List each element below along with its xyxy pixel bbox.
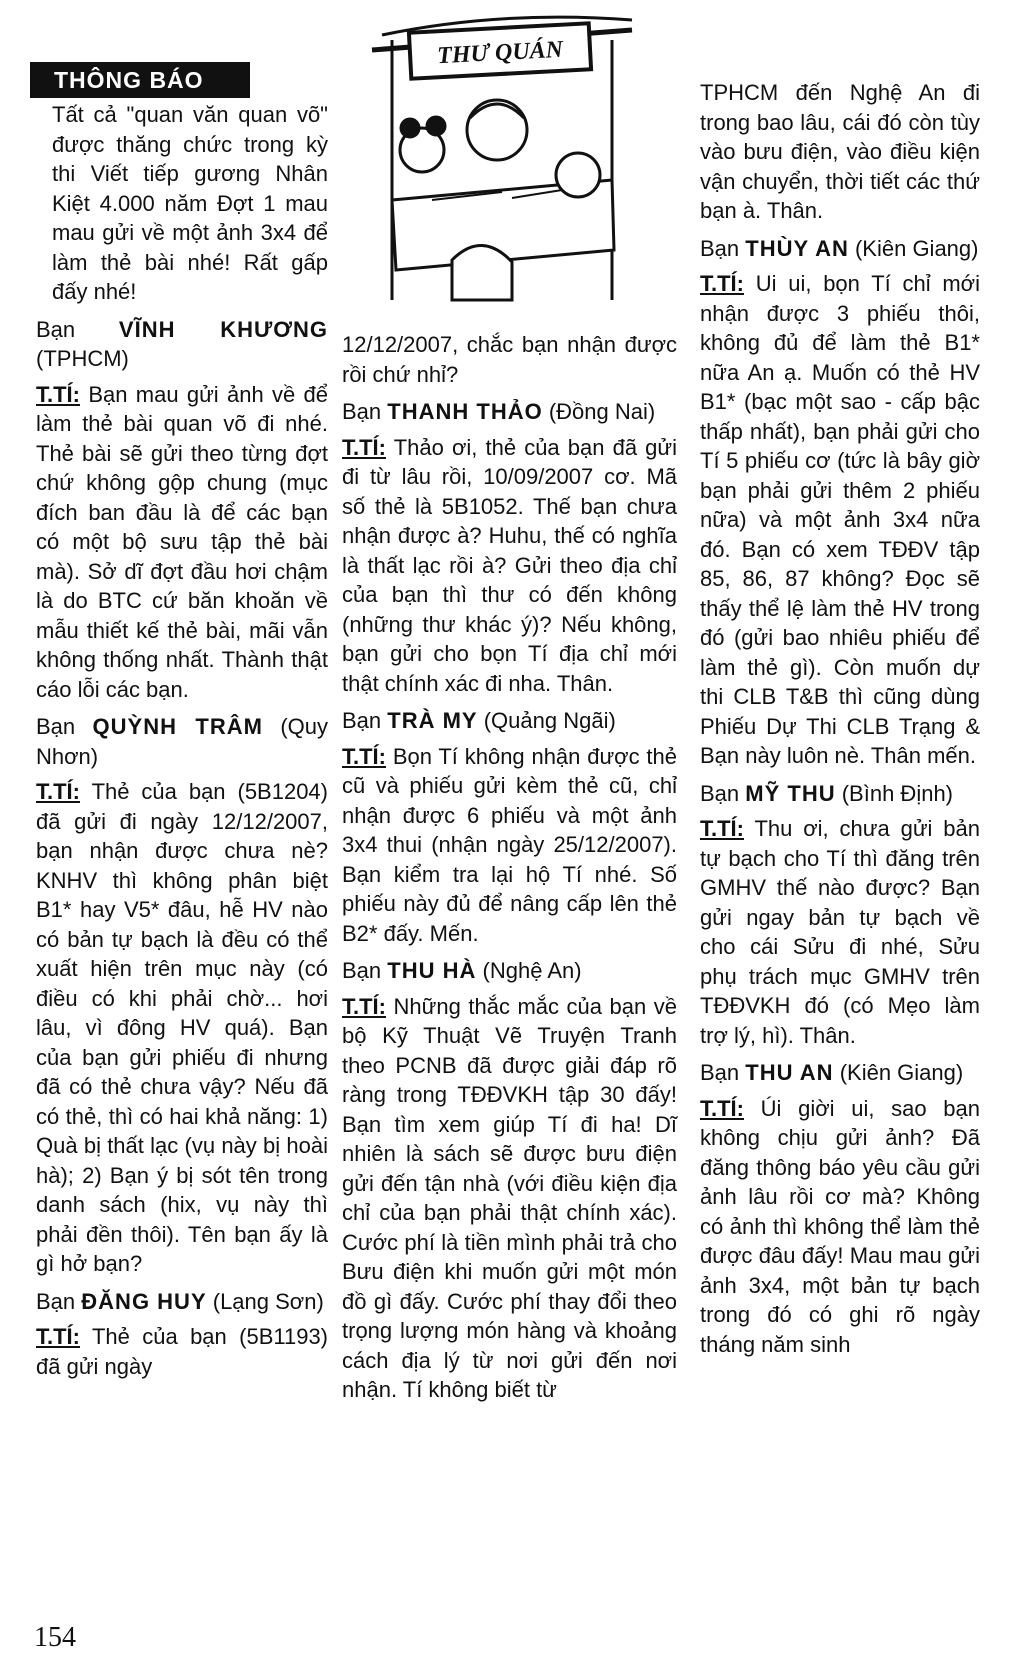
reply-tag: T.TÍ: bbox=[700, 1095, 744, 1121]
reply bbox=[342, 742, 677, 949]
reader-heading bbox=[700, 1058, 980, 1088]
reader-prefix: Bạn bbox=[36, 714, 76, 739]
reply bbox=[36, 1322, 328, 1381]
reader-name: THU HÀ bbox=[387, 958, 477, 983]
reply-tag: T.TÍ: bbox=[342, 743, 386, 769]
reader-prefix: Bạn bbox=[36, 1288, 76, 1314]
reader-name: ĐĂNG HUY bbox=[81, 1288, 207, 1314]
reply bbox=[36, 380, 328, 705]
reader-name: THU AN bbox=[745, 1060, 834, 1085]
reader-name: THÙY AN bbox=[745, 235, 849, 261]
reader-heading bbox=[700, 779, 980, 809]
reader-place: (Nghệ An) bbox=[482, 958, 582, 983]
reader-place: (TPHCM) bbox=[36, 346, 129, 371]
reader-prefix: Bạn bbox=[342, 958, 382, 983]
reply bbox=[36, 777, 328, 1279]
reader-place: (Kiên Giang) bbox=[854, 235, 979, 261]
reader-heading bbox=[342, 956, 677, 986]
reader-place: (Quy Nhơn) bbox=[36, 714, 328, 769]
reader-prefix: Bạn bbox=[700, 780, 740, 806]
reply-text: Thẻ của bạn (5B1204) đã gửi đi ngày 12/12/2007, bạn nhận được chưa nè? KNHV thì không phân biệt B1* hay V5* đâu, hễ HV nào có bản tự bạch là đều có thể xuất hiện trên mục này (có điều có khi phải chờ... hơi lâu, vì đông HV quá). Bạn của bạn gửi phiếu đi nhưng đã có thẻ chưa vậy? Nếu đã có thẻ, thì có hai khả năng: 1) Quà bị thất lạc (vụ này bị hoài hà); 2) Bạn ý bị sót tên trong danh sách (hix, vụ này thì phải đền thôi). Tên bạn ấy là gì hở bạn? bbox=[36, 779, 328, 1276]
reply bbox=[700, 1094, 980, 1360]
column-right bbox=[700, 78, 980, 1367]
reply-text: Bọn Tí không nhận được thẻ cũ và phiếu gửi kèm thẻ cũ, chỉ nhận được 6 phiếu và một ảnh 3x4 thui (nhận ngày 25/12/2007). Bạn kiểm tra lại hộ Tí nhé. Số phiếu này đủ để nâng cấp lên thẻ B2* đấy. Mến. bbox=[342, 743, 677, 946]
page-number: 154 bbox=[34, 1622, 76, 1653]
reader-place: (Kiên Giang) bbox=[839, 1060, 964, 1085]
reply-text: Ui ui, bọn Tí chỉ mới nhận được 3 phiếu thôi, không đủ để làm thẻ B1* nữa An ạ. Muốn có thẻ HV B1* (bạc một sao - cấp bậc thấp nhất), bạn phải gửi cho Tí 5 phiếu cơ (tức là bây giờ bạn phải gửi thêm 2 phiếu nữa) và một ảnh 3x4 nữa đó. Bạn có xem TĐĐV tập 85, 86, 87 không? Đọc sẽ thấy thể lệ làm thẻ HV trong đó (gửi bao nhiêu phiếu để làm thẻ gì). Còn muốn dự thi CLB T&B thì cũng dùng Phiếu Dự Thi CLB Trạng & Bạn này luôn nè. Thân mến. bbox=[700, 271, 980, 768]
reply bbox=[700, 814, 980, 1050]
reader-heading bbox=[700, 234, 980, 264]
reader-prefix: Bạn bbox=[36, 316, 76, 342]
reader-heading bbox=[36, 1287, 328, 1317]
reader-place: (Lạng Sơn) bbox=[212, 1288, 324, 1314]
reply-text: Bạn mau gửi ảnh về để làm thẻ bài quan võ đi nhé. Thẻ bài sẽ gửi theo từng đợt chứ không gộp chung (mục đích ban đầu là để các bạn có một bộ sưu tập thẻ bài mà). Sở dĩ đợt đầu hơi chậm là do BTC cứ băn khoăn về mẫu thiết kế thẻ bài, mãi vẫn không thống nhất. Thành thật cáo lỗi các bạn. bbox=[36, 381, 329, 702]
column-left bbox=[36, 100, 328, 1389]
reply-tag: T.TÍ: bbox=[700, 816, 744, 841]
reader-place: (Quảng Ngãi) bbox=[483, 708, 616, 733]
reader-name: MỸ THU bbox=[745, 780, 836, 806]
reply-text: Những thắc mắc của bạn về bộ Kỹ Thuật Vẽ Truyện Tranh theo PCNB đã được giải đáp rõ ràng trong TĐĐVKH tập 30 đấy! Bạn tìm xem giúp Tí đi ha! Dĩ nhiên là sách sẽ được bưu điện gửi đến tận nhà (với điều kiện địa chỉ của bạn phải thật chính xác). Cước phí là tiền mình phải trả cho Bưu điện khi muốn gửi một món đồ gì đấy. Cước phí thay đổi theo trọng lượng món hàng và khoảng cách địa lý từ nơi gửi đến nơi nhận. Tí không biết từ bbox=[342, 993, 677, 1402]
reply-continuation: TPHCM đến Nghệ An đi trong bao lâu, cái đó còn tùy vào bưu điện, vào điều kiện vận chuyển, thời tiết các thứ bạn à. Thân. bbox=[700, 80, 980, 223]
reader-place: (Đồng Nai) bbox=[548, 399, 656, 424]
reader-heading bbox=[342, 706, 677, 736]
reply-text: Úi giời ui, sao bạn không chịu gửi ảnh? Đã đăng thông báo yêu cầu gửi ảnh lâu rồi cơ mà? Không có ảnh thì không thể làm thẻ được đâu đấy! Mau mau gửi ảnh 3x4, một bản tự bạch trong đó có ghi rõ ngày tháng năm sinh bbox=[700, 1095, 980, 1357]
reply-tag: T.TÍ: bbox=[36, 1324, 80, 1349]
reply-continuation: 12/12/2007, chắc bạn nhận được rồi chứ nhỉ? bbox=[342, 332, 677, 387]
reply-tag: T.TÍ: bbox=[342, 993, 386, 1019]
reply-tag: T.TÍ: bbox=[700, 271, 744, 296]
reader-name: VĨNH KHƯƠNG bbox=[118, 316, 328, 342]
reply bbox=[342, 433, 677, 699]
reader-prefix: Bạn bbox=[700, 235, 740, 261]
reader-prefix: Bạn bbox=[700, 1060, 740, 1085]
reply-text: Thảo ơi, thẻ của bạn đã gửi đi từ lâu rồi, 10/09/2007 cơ. Mã số thẻ là 5B1052. Thế bạn chưa nhận được à? Huhu, thế có nghĩa là thất lạc rồi à? Gửi theo địa chỉ của bạn thì thư có đến không (những thư khác ý)? Nếu không, bạn gửi cho bọn Tí địa chỉ mới thật chính xác đi nha. Thân. bbox=[342, 434, 678, 696]
reader-heading bbox=[342, 397, 677, 427]
column-middle bbox=[342, 330, 677, 1413]
comic-illustration bbox=[352, 0, 652, 318]
reader-name: THANH THẢO bbox=[387, 399, 543, 424]
reply bbox=[342, 992, 677, 1405]
sign-text: THƯ QUÁN bbox=[436, 36, 564, 70]
reader-name: QUỲNH TRÂM bbox=[92, 714, 263, 739]
reply-tag: T.TÍ: bbox=[36, 381, 80, 407]
reader-heading bbox=[36, 315, 328, 374]
reply-text: Thẻ của bạn (5B1193) đã gửi ngày bbox=[36, 1324, 328, 1379]
reader-prefix: Bạn bbox=[342, 399, 382, 424]
reader-place: (Bình Định) bbox=[841, 780, 954, 806]
reply-text: Thu ơi, chưa gửi bản tự bạch cho Tí thì đăng trên GMHV thế nào được? Bạn gửi ngay bản tự bạch về cho cái Sửu đi nhé, Sửu phụ trách mục GMHV trên TĐĐVKH đó (có Mẹo làm trợ lý, hì). Thân. bbox=[700, 816, 980, 1048]
reply-tag: T.TÍ: bbox=[342, 434, 386, 460]
reader-name: TRÀ MY bbox=[387, 708, 478, 733]
reader-heading bbox=[36, 712, 328, 771]
notice-title: THÔNG BÁO bbox=[30, 62, 250, 98]
reader-prefix: Bạn bbox=[342, 708, 382, 733]
reply-tag: T.TÍ: bbox=[36, 779, 80, 804]
reply bbox=[700, 269, 980, 771]
notice-body: Tất cả "quan văn quan võ" được thăng chức trong kỳ thi Viết tiếp gương Nhân Kiệt 4.000 năm Đợt 1 mau mau gửi về một ảnh 3x4 để làm thẻ bài nhé! Rất gấp đấy nhé! bbox=[52, 102, 328, 304]
